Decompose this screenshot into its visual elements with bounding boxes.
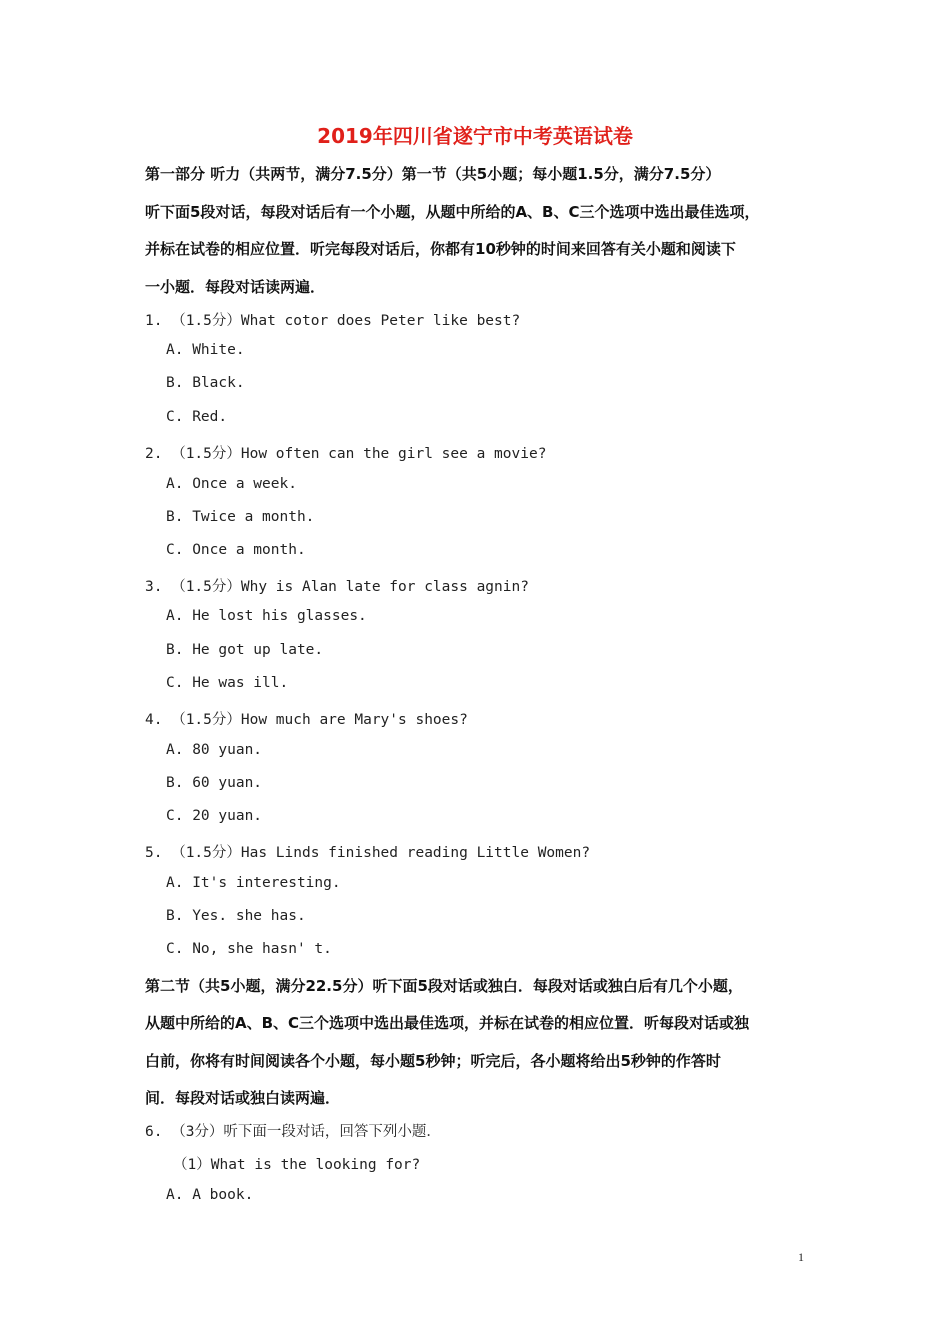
question-stem: 2. （1.5分）How often can the girl see a movie? [145, 446, 547, 462]
page-number: 1 [798, 1250, 804, 1264]
option: A. Once a week. [166, 476, 297, 492]
sub-question: （1）What is the looking for? [173, 1157, 421, 1173]
question-stem: 3. （1.5分）Why is Alan late for class agnin? [145, 579, 529, 595]
part2-header-line: 从题中所给的A、B、C三个选项中选出最佳选项，并标在试卷的相应位置．听每段对话或独 [145, 1014, 750, 1032]
option: C. No, she hasn' t. [166, 941, 332, 957]
option: B. Twice a month. [166, 509, 315, 525]
part1-header-line: 第一部分 听力（共两节，满分7.5分）第一节（共5小题；每小题1.5分，满分7.5分） [145, 165, 721, 183]
page-title: 2019年四川省遂宁市中考英语试卷 [317, 124, 633, 148]
option: C. He was ill. [166, 675, 289, 691]
question-stem: 5. （1.5分）Has Linds finished reading Little Women? [145, 845, 591, 861]
option: A. White. [166, 342, 245, 358]
option: B. Yes. she has. [166, 908, 306, 924]
option: B. Black. [166, 375, 245, 391]
option: B. He got up late. [166, 642, 324, 658]
part1-header-line: 听下面5段对话，每段对话后有一个小题，从题中所给的A、B、C三个选项中选出最佳选项， [145, 203, 760, 221]
question-stem: 6. （3分）听下面一段对话，回答下列小题． [145, 1124, 441, 1140]
option: C. 20 yuan. [166, 808, 263, 824]
option: C. Red. [166, 409, 228, 425]
question-stem: 1. （1.5分）What cotor does Peter like best? [145, 313, 521, 329]
part1-header-line: 一小题．每段对话读两遍． [145, 278, 326, 296]
part2-header-line: 白前，你将有时间阅读各个小题，每小题5秒钟；听完后，各小题将给出5秒钟的作答时 [145, 1052, 721, 1070]
option: A. A book. [166, 1187, 254, 1203]
option: A. 80 yuan. [166, 742, 263, 758]
option: C. Once a month. [166, 542, 306, 558]
option: B. 60 yuan. [166, 775, 263, 791]
option: A. He lost his glasses. [166, 608, 367, 624]
part2-header-line: 第二节（共5小题，满分22.5分）听下面5段对话或独白．每段对话或独白后有几个小题， [145, 977, 743, 995]
part1-header-line: 并标在试卷的相应位置．听完每段对话后，你都有10秒钟的时间来回答有关小题和阅读下 [145, 240, 736, 258]
part2-header-line: 间．每段对话或独白读两遍． [145, 1089, 341, 1107]
question-stem: 4. （1.5分）How much are Mary's shoes? [145, 712, 468, 728]
option: A. It's interesting. [166, 875, 341, 891]
